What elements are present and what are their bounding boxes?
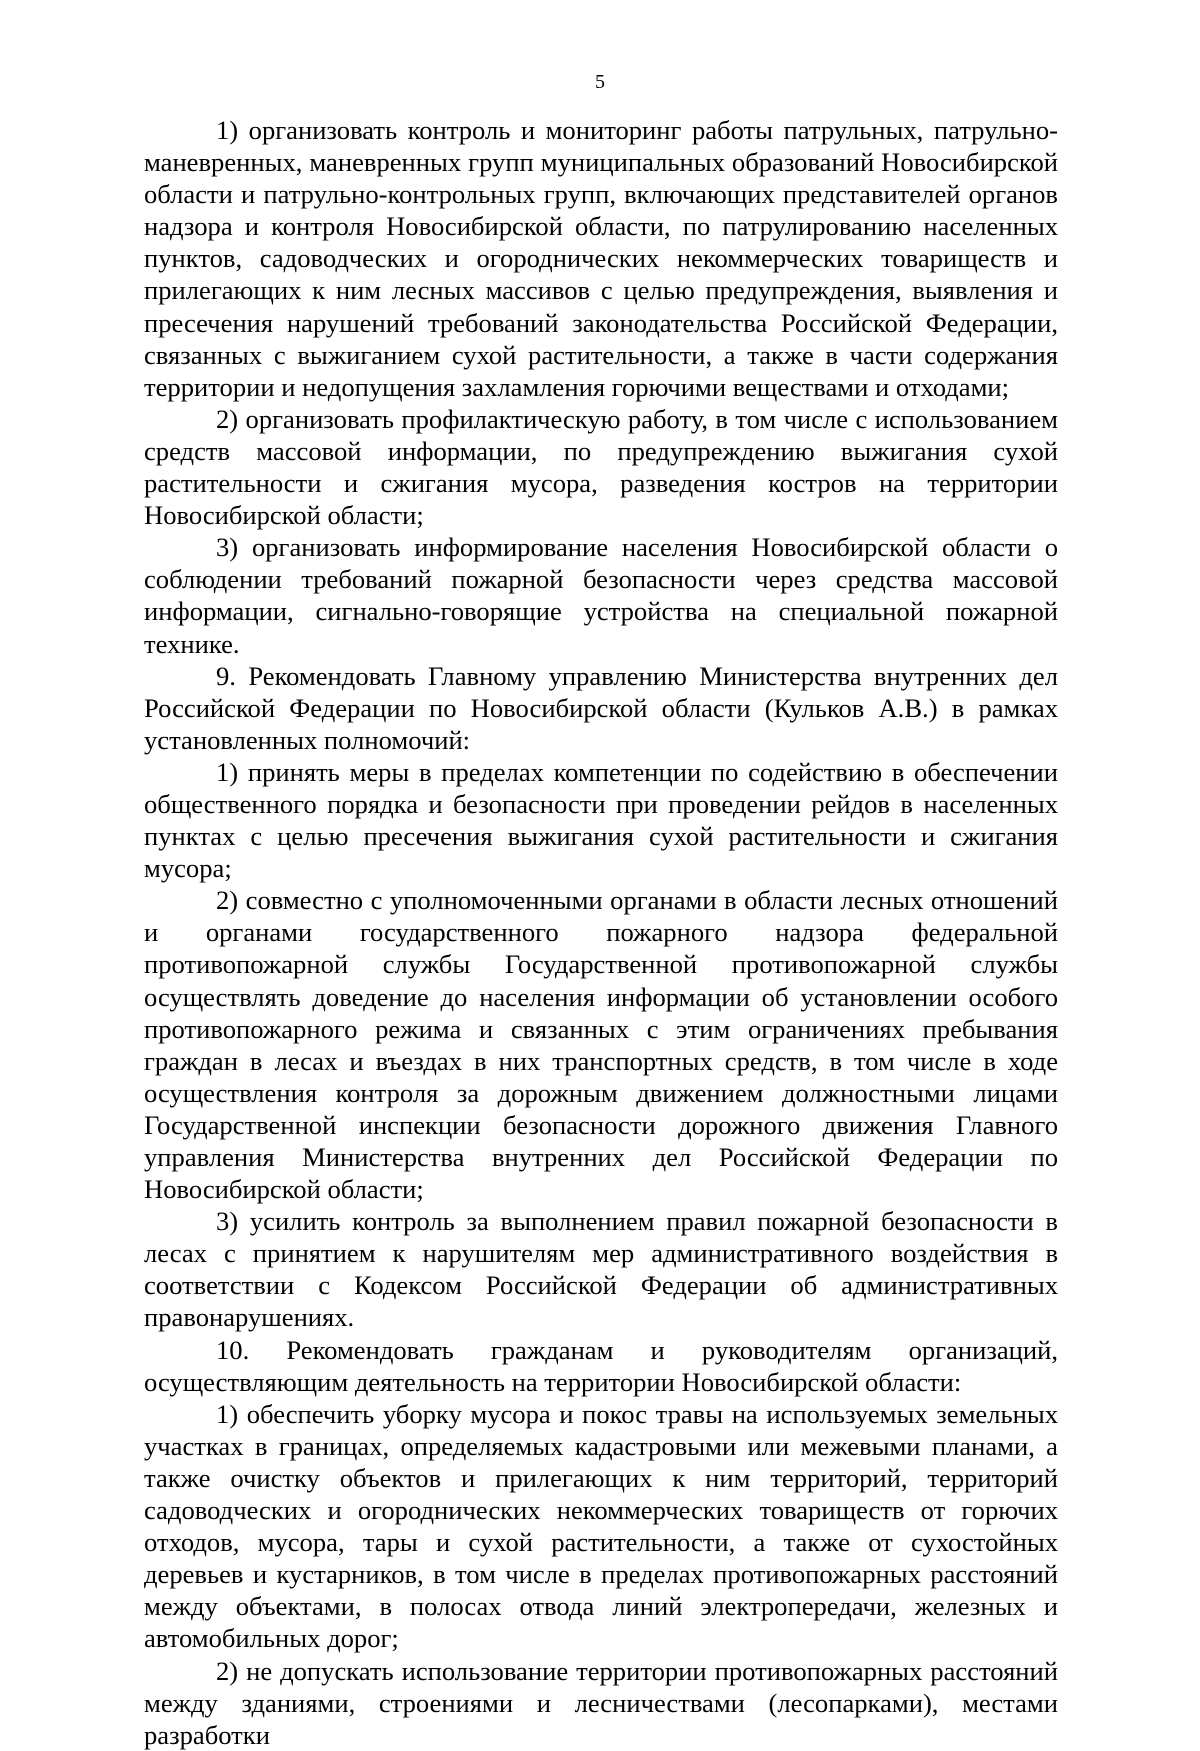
page-number: 5 <box>595 71 605 93</box>
paragraph-item-9: 9. Рекомендовать Главному управлению Министерства внутренних дел Российской Федерации по Новосибирской области (Кульков А.В.) в рамках установленных полномочий: <box>144 660 1058 755</box>
document-body <box>144 114 1058 1751</box>
paragraph-prevention-work: 2) организовать профилактическую работу, в том числе с использованием средств массовой информации, по предупреждению выжигания сухой растительности и сжигания мусора, разведения костров на территории Новосибирской области; <box>144 403 1058 531</box>
paragraph-cleanup: 1) обеспечить уборку мусора и покос травы на используемых земельных участках в границах, определяемых кадастровыми или межевыми планами, а также очистку объектов и прилегающих к ним территорий, территорий садоводческих и огороднических некоммерческих товариществ от горючих отходов, мусора, тары и сухой растительности, а также от сухостойных деревьев и кустарников, в том числе в пределах противопожарных расстояний между объектами, в полосах отвода линий электропередачи, железных и автомобильных дорог; <box>144 1398 1058 1654</box>
paragraph-public-order: 1) принять меры в пределах компетенции по содействию в обеспечении общественного порядка и безопасности при проведении рейдов в населенных пунктах с целью пресечения выжигания сухой растительности и сжигания мусора; <box>144 756 1058 884</box>
paragraph-item-10: 10. Рекомендовать гражданам и руководителям организаций, осуществляющим деятельность на территории Новосибирской области: <box>144 1334 1058 1397</box>
paragraph-joint-informing: 2) совместно с уполномоченными органами в области лесных отношений и органами государственного пожарного надзора федеральной противопожарной службы Государственной противопожарной службы осуществлять доведение до населения информации об установлении особого противопожарного режима и связанных с этим ограничениях пребывания граждан в лесах и въездах в них транспортных средств, в том числе в ходе осуществления контроля за дорожным движением должностными лицами Государственной инспекции безопасности дорожного движения Главного управления Министерства внутренних дел Российской Федерации по Новосибирской области; <box>144 885 1058 1205</box>
paragraph-informing: 3) организовать информирование населения Новосибирской области о соблюдении требований пожарной безопасности через средства массовой информации, сигнально-говорящие устройства на специальной пожарной технике. <box>144 532 1058 659</box>
paragraph-forest-control: 3) усилить контроль за выполнением правил пожарной безопасности в лесах с принятием к нарушителям мер административного воздействия в соответствии с Кодексом Российской Федерации об административных правонарушениях. <box>144 1206 1058 1333</box>
paragraph-monitoring: 1) организовать контроль и мониторинг работы патрульных, патрульно-маневренных, маневренных групп муниципальных образований Новосибирской области и патрульно-контрольных групп, включающих представителей органов надзора и контроля Новосибирской области, по патрулированию населенных пунктов, садоводческих и огороднических некоммерческих товариществ и прилегающих к ним лесных массивов с целью предупреждения, выявления и пресечения нарушений требований законодательства Российской Федерации, связанных с выжиганием сухой растительности, а также в части содержания территории и недопущения захламления горючими веществами и отходами; <box>144 115 1058 402</box>
paragraph-firebreak-use: 2) не допускать использование территории противопожарных расстояний между зданиями, строениями и лесничествами (лесопарками), местами разработки <box>144 1655 1058 1750</box>
